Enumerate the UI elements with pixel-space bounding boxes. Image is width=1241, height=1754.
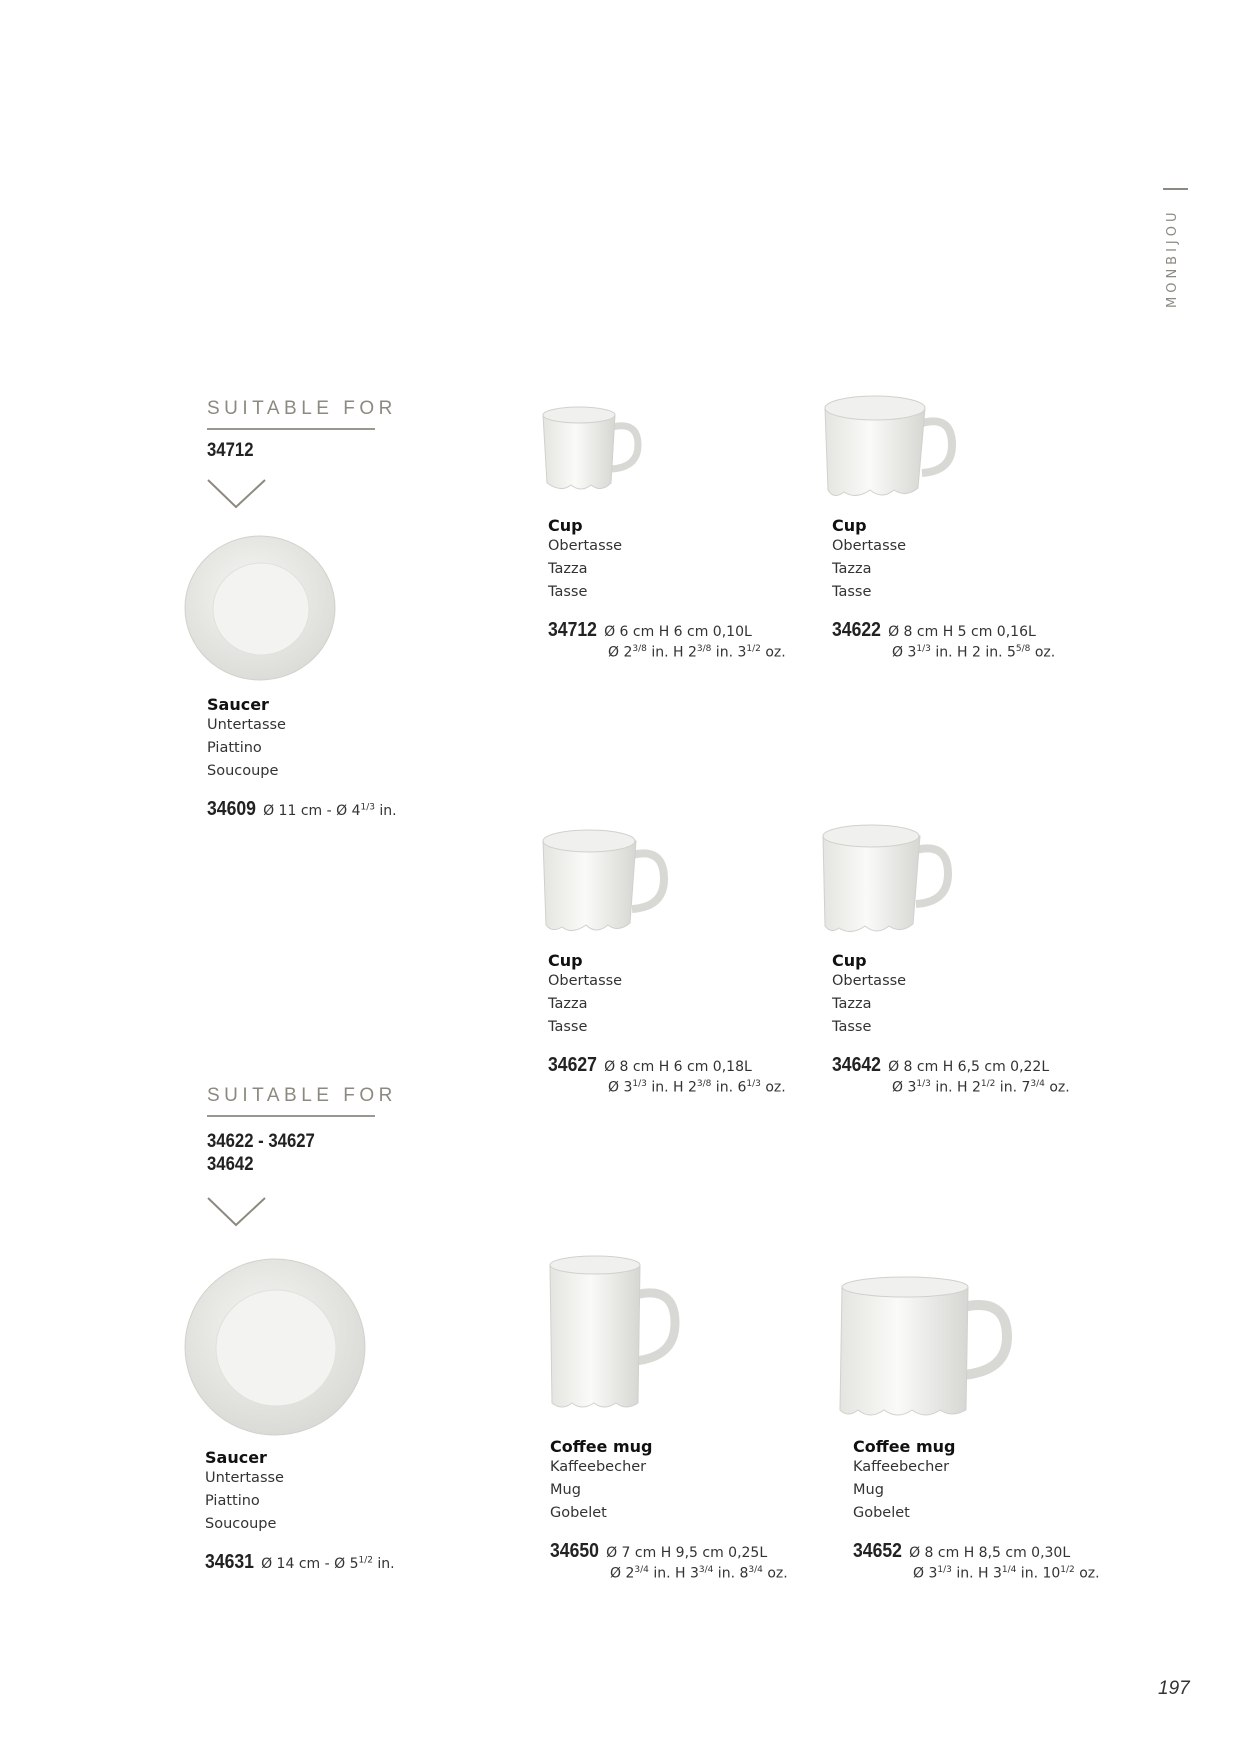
product-spec-imperial <box>853 1565 1100 1582</box>
product-spec-imperial <box>832 644 1055 661</box>
saucer-details-1 <box>207 695 397 821</box>
spec-text: Ø 8 cm H 5 cm 0,16L <box>888 624 1036 640</box>
spec-fraction: 1/3 <box>360 802 375 813</box>
product-name-fr: Tasse <box>832 584 872 600</box>
product-code: 34627 <box>548 1054 597 1076</box>
product-spec-metric <box>548 1054 786 1077</box>
product-title: Saucer <box>205 1448 267 1467</box>
suitable-code: 34622 - 34627 <box>207 1131 315 1152</box>
product-code: 34712 <box>548 619 597 641</box>
chevron-down-icon <box>207 1196 397 1228</box>
spec-text: in. H 2 <box>646 644 697 661</box>
cup-image <box>540 827 670 941</box>
spec-fraction: 3/4 <box>1030 1079 1045 1089</box>
spec-text: Ø 2 <box>608 644 633 661</box>
product-spec-imperial <box>548 1079 786 1096</box>
product-name-it: Tazza <box>548 561 588 577</box>
product-spec-imperial <box>832 1079 1070 1096</box>
product-name-fr: Tasse <box>548 1019 588 1035</box>
spec-text: in. H 3 <box>951 1565 1002 1582</box>
product-name-de: Obertasse <box>548 973 623 989</box>
product-code: 34622 <box>832 619 881 641</box>
product-code: 34631 <box>205 1551 254 1573</box>
product-spec-metric <box>832 1054 1070 1077</box>
cup-image <box>820 822 955 941</box>
product-spec-metric <box>548 619 786 642</box>
spec-fraction: 3/8 <box>696 644 712 654</box>
suitable-for-label: SUITABLE FOR <box>207 1085 397 1106</box>
spec-text: Ø 2 <box>610 1565 635 1582</box>
spec-text: in. 3 <box>711 644 747 661</box>
product-details-34627 <box>548 951 786 1096</box>
spec-text: in. H 3 <box>648 1565 699 1582</box>
suitable-for-codes <box>207 439 374 462</box>
spec-fraction: 1/2 <box>746 644 761 654</box>
suitable-for-label: SUITABLE FOR <box>207 398 397 419</box>
spec-text: Ø 3 <box>892 1079 917 1096</box>
spec-text: oz. <box>1074 1565 1100 1582</box>
spec-fraction: 1/2 <box>358 1555 373 1566</box>
chevron-down-icon <box>207 478 397 510</box>
saucer-details-2 <box>205 1448 395 1574</box>
product-name-de: Obertasse <box>832 538 907 554</box>
product-name-fr: Gobelet <box>550 1505 607 1521</box>
suitable-for-rule <box>207 428 375 430</box>
product-name-de: Untertasse <box>205 1470 284 1486</box>
product-details-34622 <box>832 516 1055 661</box>
mug-image <box>545 1253 680 1417</box>
spec-text: in. H 2 <box>930 1079 981 1096</box>
cup-image <box>822 393 957 507</box>
spec-text: in. 8 <box>713 1565 749 1582</box>
spec-text: Ø 3 <box>608 1079 633 1096</box>
product-name-de: Kaffeebecher <box>550 1459 647 1475</box>
spec-text: oz. <box>760 1079 786 1096</box>
suitable-code: 34642 <box>207 1154 254 1175</box>
spec-text: in. <box>372 1556 395 1572</box>
spec-text: Ø 7 cm H 9,5 cm 0,25L <box>606 1545 768 1561</box>
spec-text: Ø 3 <box>892 644 917 661</box>
spec-text: Ø 6 cm H 6 cm 0,10L <box>604 624 752 640</box>
product-name-it: Tazza <box>548 996 588 1012</box>
product-details-34642 <box>832 951 1070 1096</box>
spec-text: in. 6 <box>711 1079 747 1096</box>
product-name-it: Tazza <box>832 996 872 1012</box>
product-name-fr: Soucoupe <box>205 1516 277 1532</box>
suitable-for-rule <box>207 1115 375 1117</box>
spec-fraction: 1/3 <box>916 1079 931 1089</box>
product-spec <box>207 798 397 821</box>
suitable-for-codes <box>207 1130 374 1176</box>
spec-text: oz. <box>762 1565 788 1582</box>
product-name-it: Tazza <box>832 561 872 577</box>
spec-fraction: 1/3 <box>632 1079 647 1089</box>
product-spec <box>205 1551 395 1574</box>
product-name-de: Obertasse <box>548 538 623 554</box>
spec-text: in. H 2 in. 5 <box>930 644 1016 661</box>
spec-text: Ø 8 cm H 6 cm 0,18L <box>604 1059 752 1075</box>
spec-text: in. 7 <box>995 1079 1031 1096</box>
product-title: Coffee mug <box>853 1437 956 1456</box>
product-title: Cup <box>548 951 583 970</box>
product-title: Coffee mug <box>550 1437 653 1456</box>
product-spec-metric <box>853 1540 1100 1563</box>
spec-text: oz. <box>1044 1079 1070 1096</box>
product-code: 34652 <box>853 1540 902 1562</box>
product-details-34712 <box>548 516 786 661</box>
product-code: 34650 <box>550 1540 599 1562</box>
product-name-de: Untertasse <box>207 717 286 733</box>
cup-image <box>540 405 645 499</box>
product-spec-imperial <box>550 1565 788 1582</box>
spec-text: Ø 8 cm H 6,5 cm 0,22L <box>888 1059 1050 1075</box>
saucer-image <box>183 533 338 687</box>
product-name-it: Mug <box>550 1482 581 1498</box>
product-name-it: Piattino <box>207 740 262 756</box>
product-title: Cup <box>832 516 867 535</box>
product-name-fr: Gobelet <box>853 1505 910 1521</box>
product-details-34652 <box>853 1437 1100 1582</box>
spec-fraction: 3/4 <box>698 1565 714 1575</box>
spec-fraction: 1/2 <box>1060 1565 1075 1575</box>
section-side-tab <box>1151 188 1191 318</box>
suitable-code: 34712 <box>207 440 254 461</box>
spec-text: Ø 11 cm - Ø 4 <box>263 803 361 819</box>
spec-text: in. 10 <box>1016 1565 1061 1582</box>
product-name-de: Kaffeebecher <box>853 1459 950 1475</box>
spec-text: in. H 2 <box>646 1079 697 1096</box>
spec-text: Ø 14 cm - Ø 5 <box>261 1556 359 1572</box>
mug-image <box>838 1275 1013 1424</box>
product-details-34650 <box>550 1437 788 1582</box>
spec-fraction: 1/3 <box>916 644 931 654</box>
spec-fraction: 3/8 <box>696 1079 712 1089</box>
product-spec-metric <box>832 619 1055 642</box>
product-name-it: Mug <box>853 1482 884 1498</box>
product-title: Cup <box>548 516 583 535</box>
product-name-fr: Tasse <box>832 1019 872 1035</box>
product-name-de: Obertasse <box>832 973 907 989</box>
spec-text: in. <box>374 803 397 819</box>
spec-fraction: 1/3 <box>937 1565 952 1575</box>
product-code: 34609 <box>207 798 256 820</box>
suitable-for-block-1 <box>207 398 397 510</box>
spec-fraction: 1/3 <box>746 1079 761 1089</box>
spec-text: Ø 3 <box>913 1565 938 1582</box>
spec-text: Ø 8 cm H 8,5 cm 0,30L <box>909 1545 1071 1561</box>
product-spec-metric <box>550 1540 788 1563</box>
suitable-for-block-2 <box>207 1085 397 1228</box>
spec-fraction: 1/2 <box>980 1079 996 1089</box>
product-name-fr: Soucoupe <box>207 763 279 779</box>
spec-fraction: 1/4 <box>1001 1565 1017 1575</box>
product-name-it: Piattino <box>205 1493 260 1509</box>
spec-fraction: 3/4 <box>634 1565 649 1575</box>
spec-text: oz. <box>760 644 786 661</box>
product-code: 34642 <box>832 1054 881 1076</box>
product-title: Cup <box>832 951 867 970</box>
product-name-fr: Tasse <box>548 584 588 600</box>
page-number: 197 <box>1158 1678 1190 1699</box>
spec-fraction: 3/8 <box>632 644 647 654</box>
spec-fraction: 3/4 <box>748 1565 763 1575</box>
product-spec-imperial <box>548 644 786 661</box>
spec-fraction: 5/8 <box>1015 644 1031 654</box>
side-tab-label: MONBIJOU <box>1165 208 1180 308</box>
spec-text: oz. <box>1030 644 1056 661</box>
product-title: Saucer <box>207 695 269 714</box>
saucer-image <box>183 1255 368 1444</box>
